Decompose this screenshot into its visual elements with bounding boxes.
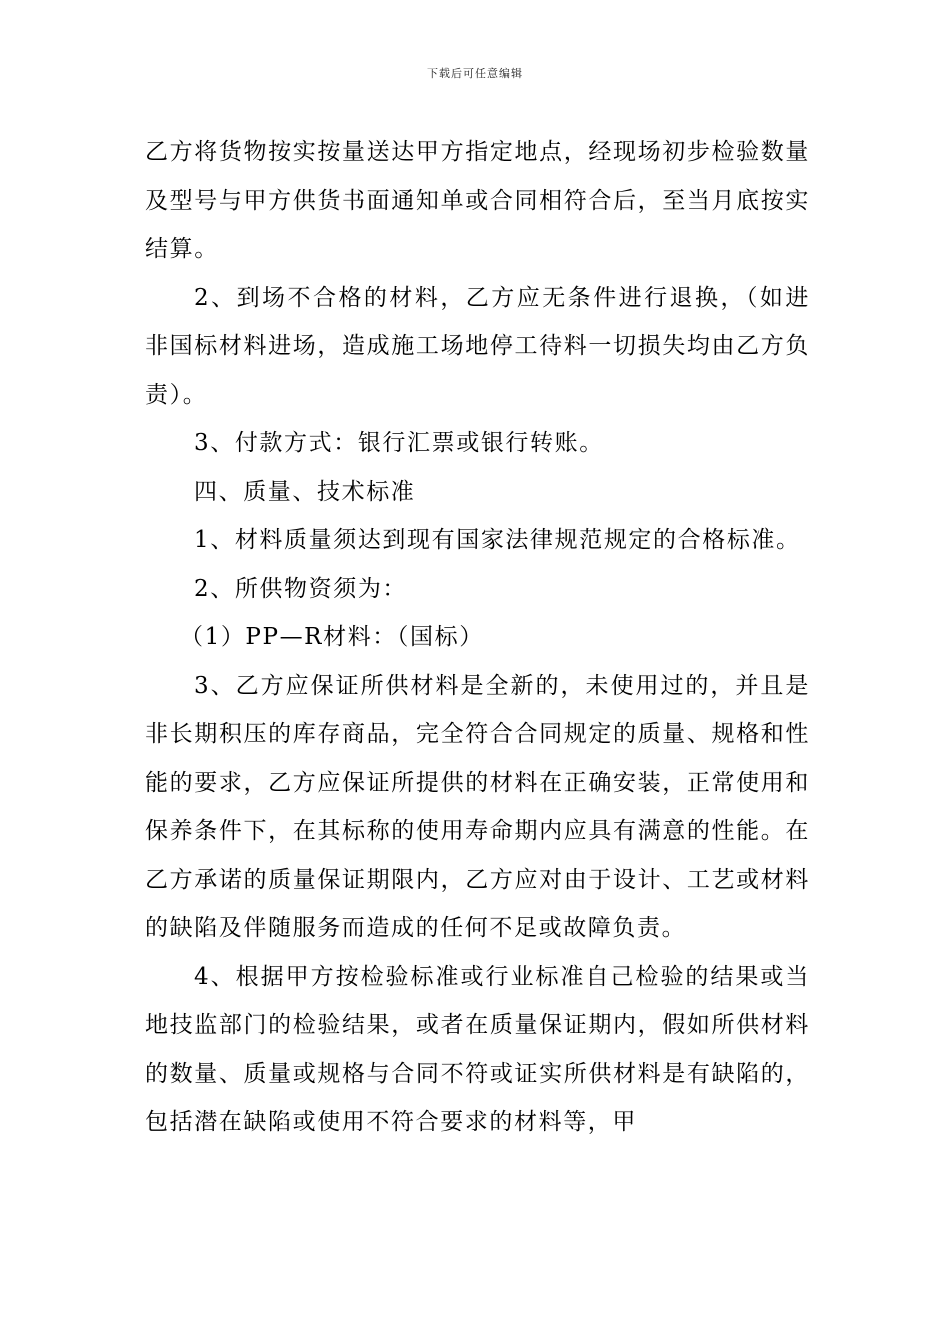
paragraph-inspection: 4、根据甲方按检验标准或行业标准自己检验的结果或当地技监部门的检验结果，或者在质量保证期内，假如所供材料的数量、质量或规格与合同不符或证实所供材料是有缺陷的，包括潜在缺陷或使用不符合要求的材料等，甲 bbox=[145, 963, 810, 1135]
paragraph-ppr: （1）PP—R材料：（国标） bbox=[180, 624, 484, 650]
paragraph-return: 2、到场不合格的材料，乙方应无条件进行退换，（如进非国标材料进场，造成施工场地停工待料一切损失均由乙方负责）。 bbox=[145, 284, 810, 408]
paragraph-materials: 2、所供物资须为： bbox=[194, 575, 408, 602]
section-heading-quality: 四、质量、技术标准 bbox=[194, 478, 416, 505]
paragraph-delivery: 乙方将货物按实按量送达甲方指定地点，经现场初步检验数量及型号与甲方供货书面通知单或合同相符合后，至当月底按实结算。 bbox=[145, 139, 810, 262]
paragraph-warranty: 3、乙方应保证所供材料是全新的，未使用过的，并且是非长期积压的库存商品，完全符合合同规定的质量、规格和性能的要求，乙方应保证所提供的材料在正确安装，正常使用和保养条件下，在其标称的使用寿命期内应具有满意的性能。在乙方承诺的质量保证期限内，乙方应对由于设计、工艺或材料的缺陷及伴随服务而造成的任何不足或故障负责。 bbox=[145, 672, 810, 941]
header-note: 下载后可任意编辑 bbox=[427, 67, 523, 80]
paragraph-quality-standard: 1、材料质量须达到现有国家法律规范规定的合格标准。 bbox=[194, 527, 801, 553]
paragraph-payment: 3、付款方式：银行汇票或银行转账。 bbox=[194, 430, 604, 456]
document-body bbox=[145, 128, 810, 1147]
